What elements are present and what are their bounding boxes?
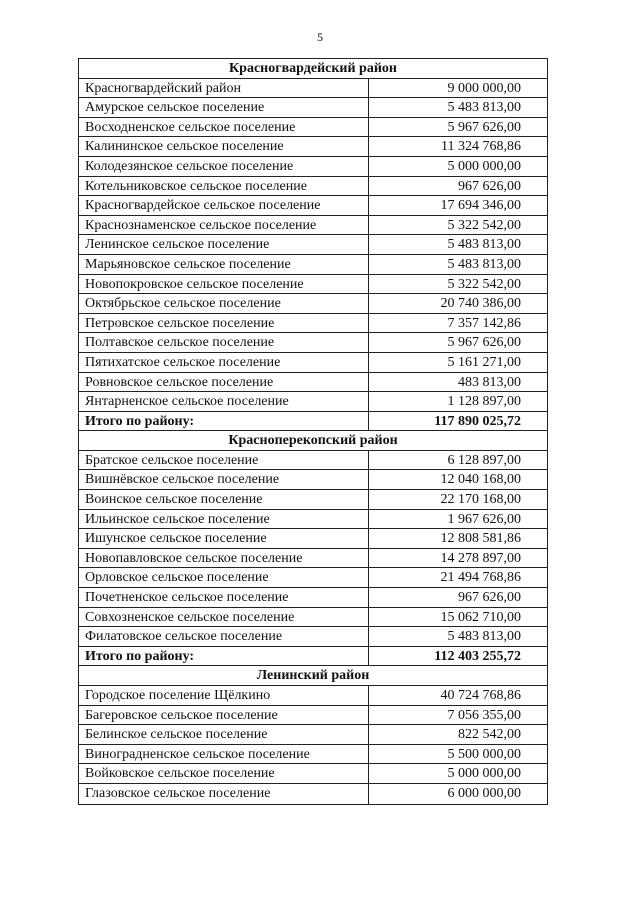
amount-value: 12 808 581,86 [440,531,521,547]
table-row [79,177,547,197]
table-row [79,333,547,353]
settlement-name: Котельниковское сельское поселение [79,177,369,196]
settlement-name: Петровское сельское поселение [79,314,369,333]
amount-value: 15 062 710,00 [440,609,521,625]
table-row [79,235,547,255]
settlement-name: Ишунское сельское поселение [79,529,369,548]
amount-value: 7 357 142,86 [447,315,521,331]
settlement-name: Филатовское сельское поселение [79,627,369,646]
table-row [79,706,547,726]
amount-value: 40 724 768,86 [440,688,521,703]
table-row [79,98,547,118]
amount-value: 822 542,00 [458,727,521,743]
table-row [79,79,547,99]
amount-value: 5 322 542,00 [447,276,521,292]
amount-value: 9 000 000,00 [447,80,521,96]
table-row [79,686,547,706]
district-total-row [79,647,547,667]
settlement-name: Братское сельское поселение [79,451,369,470]
settlement-name: Полтавское сельское поселение [79,333,369,352]
table-row [79,118,547,138]
amount-value: 5 483 813,00 [447,100,521,116]
amount-value: 1 967 626,00 [447,511,521,527]
table-row [79,451,547,471]
settlement-name: Марьяновское сельское поселение [79,255,369,274]
amount-value: 6 128 897,00 [447,452,521,468]
settlement-name: Почетненское сельское поселение [79,588,369,607]
settlement-name: Амурское сельское поселение [79,98,369,117]
table-row [79,764,547,784]
table-row [79,725,547,745]
district-header [79,666,547,686]
settlement-name: Воинское сельское поселение [79,490,369,509]
district-header [79,59,547,79]
settlement-name: Ильинское сельское поселение [79,510,369,529]
table-row [79,314,547,334]
table-row [79,510,547,530]
amount-value: 483 813,00 [458,374,521,390]
amount-value: 6 000 000,00 [447,785,521,801]
settlement-name: Глазовское сельское поселение [79,784,369,804]
settlement-name: Красногвардейский район [79,79,369,98]
district-title: Красногвардейский район [229,61,397,76]
settlement-name: Октябрьское сельское поселение [79,294,369,313]
district-total-row [79,412,547,432]
amount-value: 21 494 768,86 [440,570,521,586]
amount-value: 5 322 542,00 [447,217,521,233]
settlement-name: Новопокровское сельское поселение [79,275,369,294]
table-row [79,470,547,490]
amount-value: 17 694 346,00 [440,198,521,214]
table-row [79,627,547,647]
table-row [79,392,547,412]
district-header [79,431,547,451]
settlement-name: Новопавловское сельское поселение [79,549,369,568]
table-row [79,373,547,393]
table-row [79,137,547,157]
amount-value: 14 278 897,00 [440,550,521,566]
total-amount: 112 403 255,72 [434,648,521,664]
amount-value: 5 000 000,00 [447,766,521,782]
settlement-name: Орловское сельское поселение [79,568,369,587]
district-title: Ленинский район [256,668,370,684]
amount-value: 5 000 000,00 [447,158,521,174]
total-label: Итого по району: [79,647,369,666]
table-row [79,529,547,549]
table-row [79,608,547,628]
settlement-name: Городское поселение Щёлкино [79,686,369,705]
total-amount: 117 890 025,72 [434,413,521,429]
settlement-name: Пятихатское сельское поселение [79,353,369,372]
settlement-name: Совхозненское сельское поселение [79,608,369,627]
page-number: 5 [317,30,323,44]
table-row [79,294,547,314]
amount-value: 11 324 768,86 [441,139,521,155]
amount-value: 5 483 813,00 [447,237,521,253]
settlement-name: Ленинское сельское поселение [79,235,369,254]
table-row [79,196,547,216]
table-row [79,490,547,510]
settlement-name: Войковское сельское поселение [79,764,369,783]
table-row [79,275,547,295]
amount-value: 5 483 813,00 [447,629,521,645]
district-title: Красноперекопский район [228,433,398,449]
settlement-name: Янтарненское сельское поселение [79,392,369,411]
table-row [79,588,547,608]
settlement-name: Белинское сельское поселение [79,725,369,744]
settlement-name: Краснознаменское сельское поселение [79,216,369,235]
table-row [79,549,547,569]
table-row [79,216,547,236]
table-row [79,784,547,804]
amount-value: 12 040 168,00 [440,472,521,488]
amount-value: 5 483 813,00 [447,256,521,272]
amount-value: 5 161 271,00 [447,354,521,370]
table-row [79,255,547,275]
amount-value: 7 056 355,00 [447,707,521,723]
settlement-name: Ровновское сельское поселение [79,373,369,392]
amount-value: 20 740 386,00 [440,296,521,312]
table-row [79,745,547,765]
amount-value: 5 967 626,00 [447,335,521,351]
table-row [79,157,547,177]
amount-value: 22 170 168,00 [440,492,521,508]
settlement-name: Калининское сельское поселение [79,137,369,156]
settlement-name: Колодезянское сельское поселение [79,157,369,176]
total-label: Итого по району: [79,412,369,431]
settlement-name: Багеровское сельское поселение [79,706,369,725]
settlement-name: Виноградненское сельское поселение [79,745,369,764]
amount-value: 967 626,00 [458,590,521,606]
table-row [79,353,547,373]
table-row [79,568,547,588]
amount-value: 1 128 897,00 [447,394,521,410]
settlement-name: Восходненское сельское поселение [79,118,369,137]
allocation-table [78,58,548,805]
amount-value: 5 967 626,00 [447,119,521,135]
settlement-name: Вишнёвское сельское поселение [79,470,369,489]
settlement-name: Красногвардейское сельское поселение [79,196,369,215]
amount-value: 967 626,00 [458,178,521,194]
amount-value: 5 500 000,00 [447,746,521,762]
